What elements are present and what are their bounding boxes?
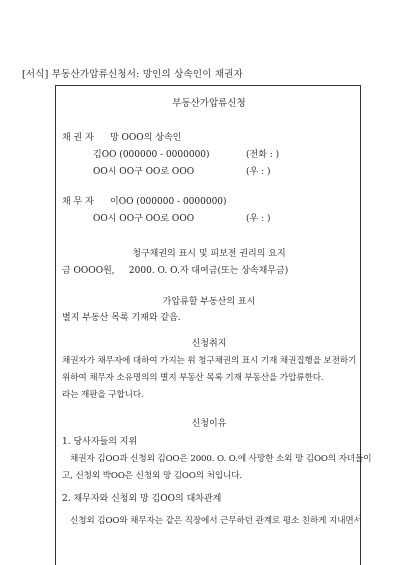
creditor-address: OO시 OO구 OO로 OOO [93, 167, 195, 177]
purpose-line: 라는 재판을 구합니다. [62, 390, 144, 400]
reason-heading: 신청이유 [191, 419, 227, 429]
reason-section1-title: 1. 당사자들의 지위 [62, 437, 138, 447]
creditor-phone: (전화 : ) [246, 150, 280, 160]
claim-text: 금 OOOO원, 2000. O. O.자 대여금(또는 상속채무금) [62, 266, 289, 276]
claim-heading: 청구채권의 표시 및 피보전 권리의 요지 [132, 249, 286, 259]
document-caption: [서식] 부동산가압류신청서: 망인의 상속인이 채권자 [22, 69, 244, 80]
creditor-label: 채 권 자 [62, 133, 94, 143]
creditor-line2: 김OO (000000 - 0000000) [93, 150, 210, 160]
purpose-line: 위하여 채무자 소유명의의 별지 부동산 목록 기재 부동산을 가압류한다. [62, 373, 324, 383]
debtor-label: 채 무 자 [62, 197, 94, 207]
creditor-zip: (우 : ) [246, 167, 271, 177]
reason-section1-line: 채권자 김OO과 신청외 김OO은 2000. O. O.에 사망한 소외 망 김OO의 자녀들이 [70, 454, 372, 464]
form-frame [55, 85, 372, 565]
reason-section1-line: 고, 신청외 박OO은 신청외 망 김OO의 처입니다. [62, 471, 243, 481]
debtor-line1: 이OO (000000 - 0000000) [110, 197, 227, 207]
purpose-heading: 신청취지 [191, 339, 227, 349]
debtor-zip: (우 : ) [246, 214, 271, 224]
property-text: 별지 부동산 목록 기재와 같음. [62, 313, 181, 323]
debtor-address: OO시 OO구 OO로 OOO [93, 214, 195, 224]
reason-section2-title: 2. 채무자와 신청외 망 김OO의 대차관계 [62, 494, 222, 504]
form-title: 부동산가압류신청 [172, 98, 246, 109]
purpose-line: 채권자가 채무자에 대하여 가지는 위 청구채권의 표시 기재 채권집행을 보전하기 [62, 356, 357, 366]
property-heading: 가압류할 부동산의 표시 [162, 297, 256, 307]
creditor-line1: 망 OOO의 상속인 [110, 133, 182, 143]
reason-section2-line: 신청외 김OO와 채무자는 같은 직장에서 근무하던 관계로 평소 친하게 지내면서 [70, 516, 362, 526]
